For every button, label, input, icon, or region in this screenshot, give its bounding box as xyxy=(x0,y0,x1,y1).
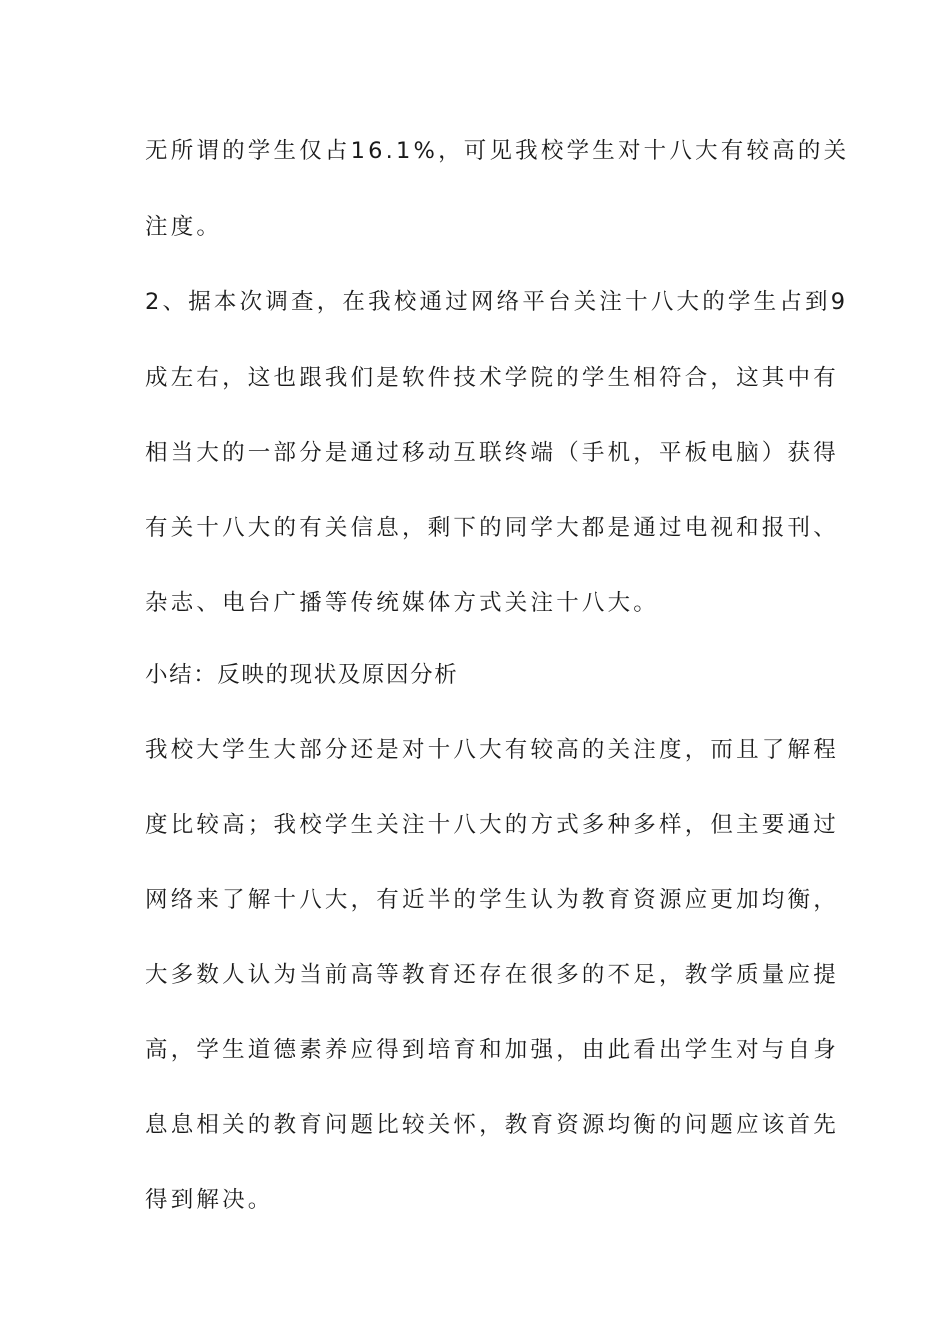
paragraph-3-line-7: 得到解决。 xyxy=(145,1187,274,1213)
paragraph-3-line-5: 高，学生道德素养应得到培育和加强，由此看出学生对与自身 xyxy=(145,1037,839,1063)
paragraph-3-line-2: 度比较高；我校学生关注十八大的方式多种多样，但主要通过 xyxy=(145,812,839,838)
paragraph-1-line-1: 无所谓的学生仅占16.1%，可见我校学生对十八大有较高的关 xyxy=(145,138,850,164)
section-heading: 小结：反映的现状及原因分析 xyxy=(145,662,459,688)
paragraph-2-line-4: 有关十八大的有关信息，剩下的同学大都是通过电视和报刊、 xyxy=(145,515,839,541)
paragraph-1-line-2: 注度。 xyxy=(145,214,223,240)
paragraph-2-line-2: 成左右，这也跟我们是软件技术学院的学生相符合，这其中有 xyxy=(145,365,839,391)
paragraph-3-line-1: 我校大学生大部分还是对十八大有较高的关注度，而且了解程 xyxy=(145,737,839,763)
paragraph-3-line-3: 网络来了解十八大，有近半的学生认为教育资源应更加均衡， xyxy=(145,887,839,913)
paragraph-2-line-3: 相当大的一部分是通过移动互联终端（手机，平板电脑）获得 xyxy=(145,440,839,466)
paragraph-3-line-6: 息息相关的教育问题比较关怀，教育资源均衡的问题应该首先 xyxy=(145,1112,839,1138)
paragraph-2-line-5: 杂志、电台广播等传统媒体方式关注十八大。 xyxy=(145,590,660,616)
paragraph-3-line-4: 大多数人认为当前高等教育还存在很多的不足，教学质量应提 xyxy=(145,962,839,988)
paragraph-2-line-1: 2、据本次调查，在我校通过网络平台关注十八大的学生占到9 xyxy=(145,289,849,315)
